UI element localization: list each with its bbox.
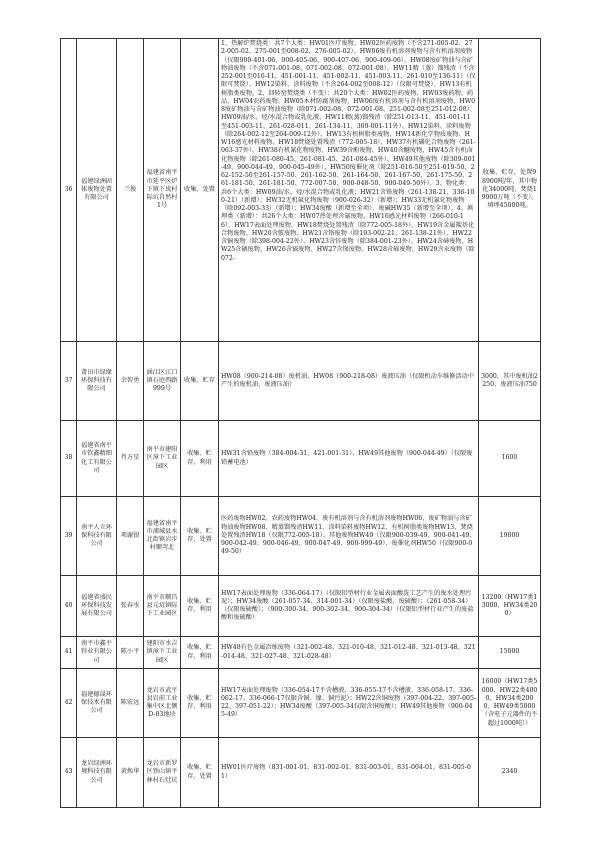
operation-mode: 收集、处置: [181, 39, 219, 342]
address: 涵江区江口镇石庭西路999号: [144, 342, 181, 421]
table-row: [61, 342, 541, 421]
waste-categories: HW17表面处理废物（336-054-17不含槽液、336-055-17不含槽液、336-058-17、336-062-17、336-066-17仅限含铜、镍、铜污泥）；HW22含铜废物（397-004-22、397-005-22、397-051-22）；HW34废酸（397-005-34仅限含铜废酸）；HW49其他废物（900-045-49）: [219, 669, 479, 738]
waste-categories: HW17表面处理废物（336-064-17）（仅限铝型材行业金属表面酸洗工艺产生的废水处理污泥）；HW34废酸（261-057-34、314-001-34）（仅限废盐酸、废硫酸）；（261-058-34）（仅限废硫酸）；（900-300-34、900-302-34、900-304-34）（仅限铝型材行业产生的废盐酸和废硫酸）: [219, 576, 479, 637]
address: 福建省南平市浦城县水北街镇岩步村顺弯北: [144, 497, 181, 576]
company-name: 福建省盛民环保科技发展有限公司: [77, 576, 117, 637]
capacity: 13200（HW17类13000、HW34类200）: [479, 576, 541, 637]
address: 龙岩市新罗区铁山镇平林村石灶坑: [144, 738, 181, 808]
legal-representative: 陈宏远: [117, 669, 144, 738]
address: 南平市建阳区漳下工业园区: [144, 421, 181, 497]
legal-representative: 黄焕华: [117, 738, 144, 808]
row-number: 41: [61, 637, 77, 669]
table-row: [61, 421, 541, 497]
legal-representative: 张春水: [117, 576, 144, 637]
address: 建阳市水吉镇漳下工业园区: [144, 637, 181, 669]
capacity: 收集、贮存，处置98900吨/年，其中物化34000吨，焚烧19900万吨（不变），填埋45000吨。: [479, 39, 541, 342]
address: 福建省南平市延平区炉下镇下岚村际坑自然村1号: [144, 39, 181, 342]
address: 龙岩市武平县岩前工业集中区北侧D-03地块: [144, 669, 181, 738]
row-number: 40: [61, 576, 77, 637]
waste-categories: HW08（900-214-08）废机油、HW08（900-218-08）废液压油（仅限机动车维修活动中产生的废机油、废液压油）: [219, 342, 479, 421]
company-name: 福建德晟环保技术有限公司: [77, 669, 117, 738]
operation-mode: 收集、贮存、处置: [181, 738, 219, 808]
operation-mode: 收集、贮存、利用: [181, 576, 219, 637]
legal-representative: 项谢银: [117, 497, 144, 576]
company-name: 南平市鑫平锌业有限公司: [77, 637, 117, 669]
row-number: 43: [61, 738, 77, 808]
table-row: [61, 669, 541, 738]
table-row: [61, 738, 541, 808]
operation-mode: 收集、贮存、利用: [181, 669, 219, 738]
row-number: 38: [61, 421, 77, 497]
address: 南平市顺昌县元坑镇际下工业园区: [144, 576, 181, 637]
operation-mode: 收集、贮存、利用: [181, 421, 219, 497]
capacity: 3000，其中废机油2250、废液压油750: [479, 342, 541, 421]
waste-permit-table: [60, 38, 541, 808]
legal-representative: 肖方星: [117, 421, 144, 497]
legal-representative: 余智勇: [117, 342, 144, 421]
company-name: 福建省南平市钦鑫精细化工有限公司: [77, 421, 117, 497]
waste-categories: 医药废物HW02、农药废物HW04、废有机溶剂与含有机溶剂废物HW06、废矿物油与含矿物油废物HW08、精蒸馏残渣HW11、涂料染料废物HW12、有机树脂类废物HW13、焚烧处置残渣HW18（仅限772-005-18）、其他废物HW49（仅限900-039-49、900-041-49、900-042-49、900-046-49、900-047-49、900-999-49）、废催化剂HW50（仅限900-049-50）: [219, 497, 479, 576]
row-number: 37: [61, 342, 77, 421]
company-name: 莆田市绿缘环保科技有限公司: [77, 342, 117, 421]
waste-categories: HW31含铅废物（384-004-31、421-001-31）、HW49其他废物（900-044-49）（仅限废铅蓄电池）: [219, 421, 479, 497]
row-number: 36: [61, 39, 77, 342]
capacity: 16000（HW17类5000、HW22类4000、HW34类2000、HW49类5000（含电子元器件的不超过1000吨））: [479, 669, 541, 738]
company-name: 龙岩绿洲环境科技有限公司: [77, 738, 117, 808]
legal-representative: 陈小平: [117, 637, 144, 669]
table-row: [61, 576, 541, 637]
operation-mode: 收集、贮存: [181, 342, 219, 421]
row-number: 42: [61, 669, 77, 738]
capacity: 15000: [479, 637, 541, 669]
waste-categories: HW48有色金属冶炼废物（321-002-48、321-010-48、321-012-48、321-013-48、321-014-48、321-027-48、321-028-48）: [219, 637, 479, 669]
table-row: [61, 637, 541, 669]
capacity: 1600: [479, 421, 541, 497]
legal-representative: 兰俊: [117, 39, 144, 342]
row-number: 39: [61, 497, 77, 576]
capacity: 19800: [479, 497, 541, 576]
operation-mode: 收集、贮存、利用: [181, 637, 219, 669]
table-row: [61, 497, 541, 576]
company-name: 福建绿洲固体废物处置有限公司: [77, 39, 117, 342]
capacity: 2340: [479, 738, 541, 808]
company-name: 南平人立环保科技有限公司: [77, 497, 117, 576]
operation-mode: 收集、贮存、处置: [181, 497, 219, 576]
waste-categories: 1、热解炉焚烧类：共7个大类：HW01医疗废物、HW02医药废物（不含271-005-02、272-005-02、275-001至008-02、276-005-02）、HW06废有机溶剂废物与含有机溶剂废物（仅限900-401-06、900-405-06、900-407-06、900-409-06）、HW08废矿物油与含矿物油废物（不含071-001-08、071-002-08、072-001-08）、HW11精（蒸）馏残渣（不含252-001至016-11、451-001-11、451-002-11、451-003-11、261-010至136-11）（仅限可焚烧）、HW12染料、涂料废物（不含264-002至008-12）（仅限可焚烧）、HW13有机树脂类废物。2、回转窑焚烧类（不变）：共20个大类：HW02医药废物、HW03废药物、药品、HW04农药废物、HW05木材防腐剂废物、HW06废有机溶剂与含有机溶剂废物、HW08废矿物油与含矿物油废物（除071-002-08、072-001-08、251-002-08至251-012-08）、HW09油/水、烃/水混合物或乳化液、HW11精(蒸)馏残渣（除251-013-11、451-001-11至451-003-11、261-028-011、261-134-11、309-001-11外）、HW12染料、涂料废物（除264-002-12至264-009-12外）、HW13有机树脂类废物、HW14新化学物质废物、HW16感光材料废物、HW18焚烧处置残渣（772-005-18）、HW37有机磷化合物废物（261-063-37外）、HW38有机氰化物废物、HW39含酚废物、HW40含醚废物、HW45含有机卤化物废物（除261-080-45、261-081-45、261-084-45外）、HW49其他废物（除309-001-49、900-044-49、900-045-49外）、HW50废催化剂（除251-016-50至251-019-50、262-152-50至261-157-50、261-162-50、261-164-50、261-167-50、261-175-50、261-181-50、261-181-50、772-007-50、900-048-50、900-049-50外）。3、物化类：共6个大类：HW09油/水、烃/水混合物或乳化液；HW21含铬废物（261-138-21、336-100-21）（新增）；HW32无机氟化物废物（900-026-32）（新增）；HW33无机氰化物废物（除092-003-33）（新增）；HW34废酸（新增至全项）、废碱HW35（新增至全项）。4、填埋类（新增）：共26个大类：HW07热处理含氰废物、HW16感光材料废物（266-010-16）、HW17表面处理废物、HW18焚烧处置残渣（除772-005-18外）、HW19含金属羰基化合物废物、HW20含铍废物、HW21含铬废物（除193-002-21、261-138-21外）、HW22含铜废物（除398-004-22外）、HW23含锌废物（除384-001-23外）、HW24含砷废物、HW25含硒废物、HW26含镉废物、HW27含锑废物、HW28含碲废物、HW29含汞废物（除072-: [219, 39, 479, 342]
table-row: [61, 39, 541, 342]
waste-categories: HW01医疗废物（831-001-01、831-002-01、831-003-01、831-004-01、831-005-01）: [219, 738, 479, 808]
